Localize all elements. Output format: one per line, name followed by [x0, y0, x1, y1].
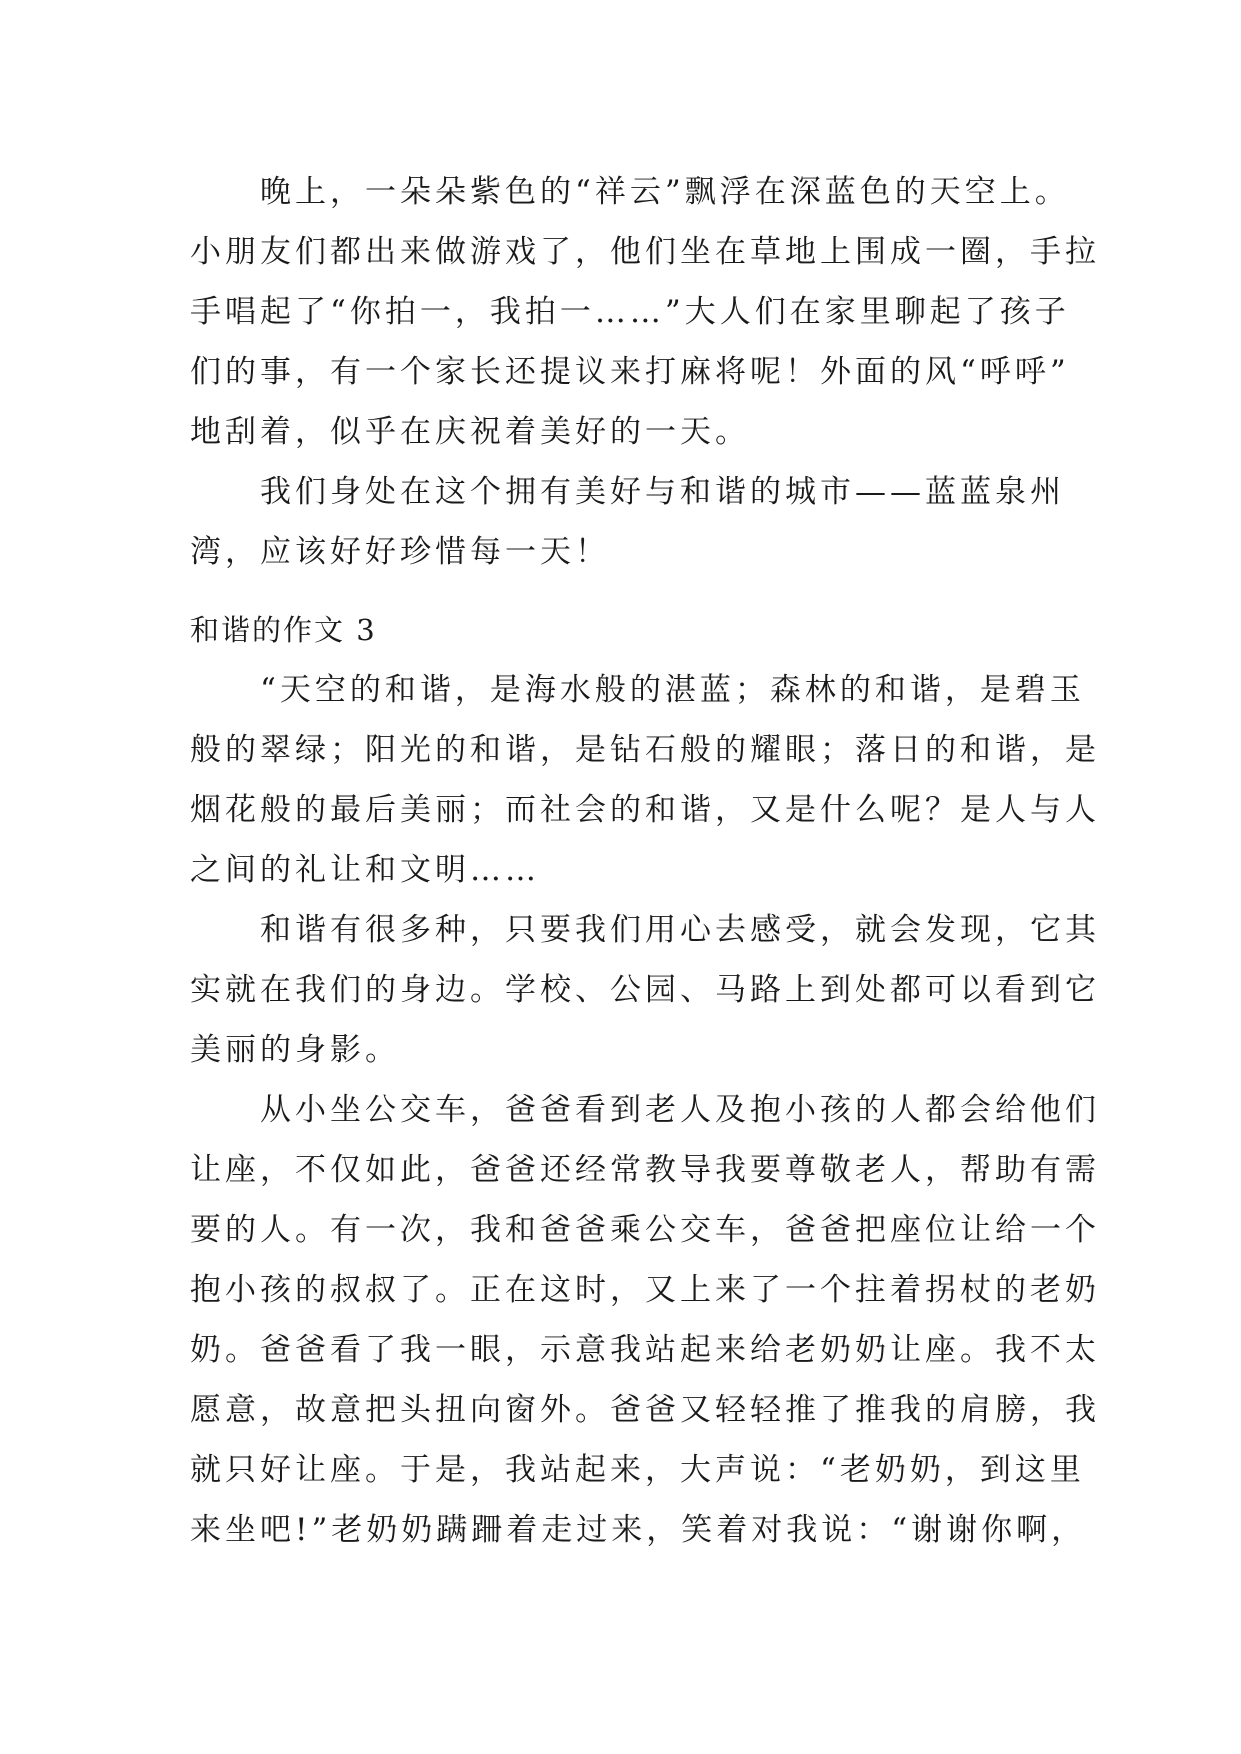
text-line: “天空的和谐，是海水般的湛蓝；森林的和谐，是碧玉 — [190, 672, 1085, 708]
text-line: 愿意，故意把头扭向窗外。爸爸又轻轻推了推我的肩膀，我 — [190, 1392, 1100, 1428]
text-line: 就只好让座。于是，我站起来，大声说：“老奶奶，到这里 — [190, 1452, 1085, 1488]
essay-section-previous — [190, 162, 1100, 582]
text-line: 晚上，一朵朵紫色的“祥云”飘浮在深蓝色的天空上。 — [190, 174, 1070, 210]
text-line: 和谐有很多种，只要我们用心去感受，就会发现，它其 — [190, 912, 1100, 948]
text-line: 烟花般的最后美丽；而社会的和谐，又是什么呢？是人与人 — [190, 792, 1100, 828]
text-line: 湾，应该好好珍惜每一天！ — [190, 534, 610, 570]
text-line: 美丽的身影。 — [190, 1032, 400, 1068]
text-line: 之间的礼让和文明…… — [190, 852, 540, 888]
text-line: 手唱起了“你拍一，我拍一……”大人们在家里聊起了孩子 — [190, 294, 1070, 330]
text-line: 般的翠绿；阳光的和谐，是钻石般的耀眼；落日的和谐，是 — [190, 732, 1100, 768]
text-line: 来坐吧!”老奶奶蹒跚着走过来，笑着对我说：“谢谢你啊， — [190, 1512, 1087, 1548]
text-line: 们的事，有一个家长还提议来打麻将呢！外面的风“呼呼” — [190, 354, 1070, 390]
text-line: 地刮着，似乎在庆祝着美好的一天。 — [190, 414, 750, 450]
text-line: 从小坐公交车，爸爸看到老人及抱小孩的人都会给他们 — [190, 1092, 1100, 1128]
text-line: 让座，不仅如此，爸爸还经常教导我要尊敬老人，帮助有需 — [190, 1152, 1100, 1188]
text-line: 小朋友们都出来做游戏了，他们坐在草地上围成一圈，手拉 — [190, 234, 1100, 270]
text-line: 我们身处在这个拥有美好与和谐的城市——蓝蓝泉州 — [190, 474, 1065, 510]
essay-title: 和谐的作文 3 — [190, 613, 377, 647]
text-line: 抱小孩的叔叔了。正在这时，又上来了一个拄着拐杖的老奶 — [190, 1272, 1100, 1308]
text-line: 实就在我们的身边。学校、公园、马路上到处都可以看到它 — [190, 972, 1100, 1008]
text-line: 要的人。有一次，我和爸爸乘公交车，爸爸把座位让给一个 — [190, 1212, 1100, 1248]
text-line: 奶。爸爸看了我一眼，示意我站起来给老奶奶让座。我不太 — [190, 1332, 1100, 1368]
essay-section-3 — [190, 660, 1100, 1560]
